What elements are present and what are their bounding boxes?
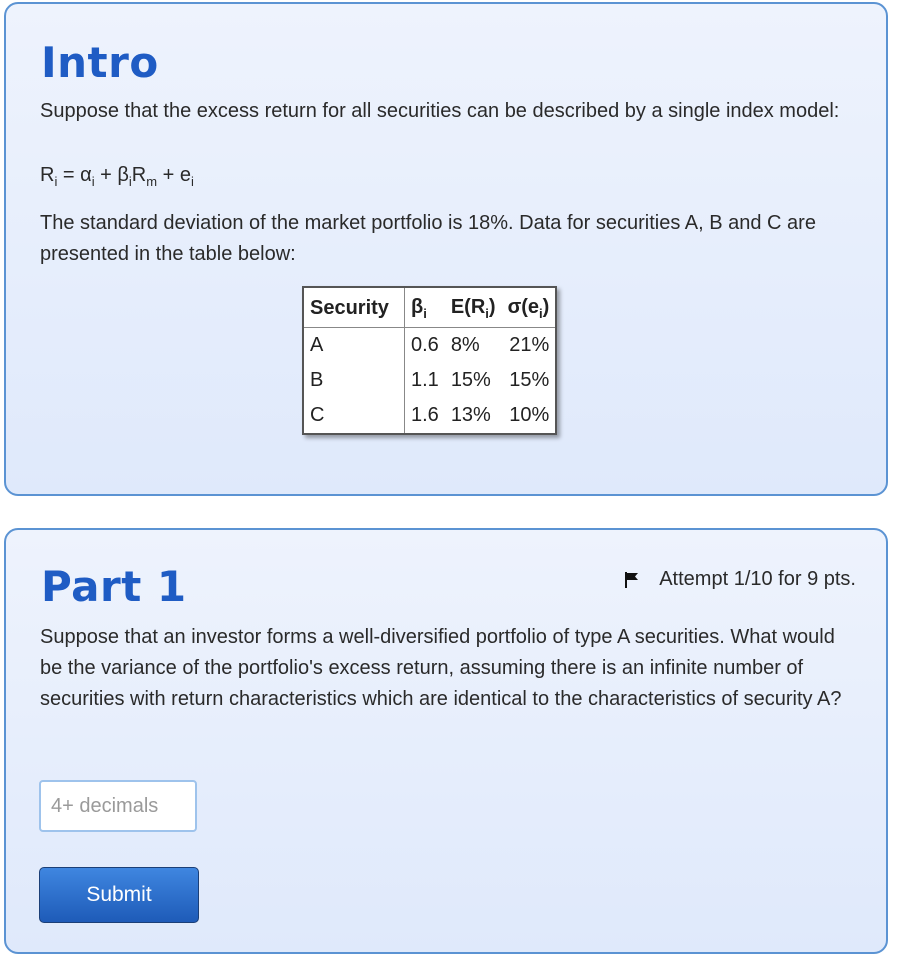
cell-security: C	[303, 398, 405, 434]
intro-title: Intro	[41, 38, 159, 87]
table-row	[303, 328, 556, 364]
cell-security: A	[303, 328, 405, 364]
table-row	[303, 398, 556, 434]
intro-paragraph-2: The standard deviation of the market portfolio is 18%. Data for securities A, B and C are presented in the table below:	[40, 212, 816, 265]
cell-sigma: 15%	[509, 369, 550, 391]
cell-expected-return: 15%	[450, 369, 491, 391]
flag-icon[interactable]	[625, 572, 639, 588]
table-row	[303, 363, 556, 398]
intro-paragraph-1: Suppose that the excess return for all securities can be described by a single index model:	[40, 100, 840, 122]
header-sigma: $\sigma(e_i)$	[502, 287, 557, 328]
index-model-formula: $R_i = \alpha_i + \beta_iR_m + e_i$	[40, 164, 194, 189]
cell-beta: 0.6	[411, 334, 439, 356]
table-header-row	[303, 287, 556, 328]
securities-table	[302, 286, 557, 435]
part1-title: Part 1	[41, 562, 187, 611]
cell-sigma: 21%	[509, 334, 550, 356]
attempt-text: Attempt 1/10 for 9 pts.	[659, 568, 856, 590]
header-security: Security	[303, 287, 405, 328]
cell-security: B	[303, 363, 405, 398]
answer-input[interactable]	[39, 780, 197, 832]
header-beta: $\beta_i$	[405, 287, 445, 328]
attempt-info	[625, 568, 856, 591]
intro-card	[4, 2, 888, 496]
submit-button[interactable]: Submit	[39, 867, 199, 923]
part1-question: Suppose that an investor forms a well-diversified portfolio of type A securities. What would be the variance of the portfolio's excess return, assuming there is an infinite number of securities with return characteristics which are identical to the characteristics of security A?	[40, 626, 842, 710]
cell-expected-return: 13%	[450, 404, 491, 426]
cell-expected-return: 8%	[450, 334, 480, 356]
part1-card	[4, 528, 888, 954]
cell-sigma: 10%	[509, 404, 550, 426]
header-expected-return: $E(R_i)$	[445, 287, 502, 328]
cell-beta: 1.6	[411, 404, 439, 426]
cell-beta: 1.1	[411, 369, 439, 391]
